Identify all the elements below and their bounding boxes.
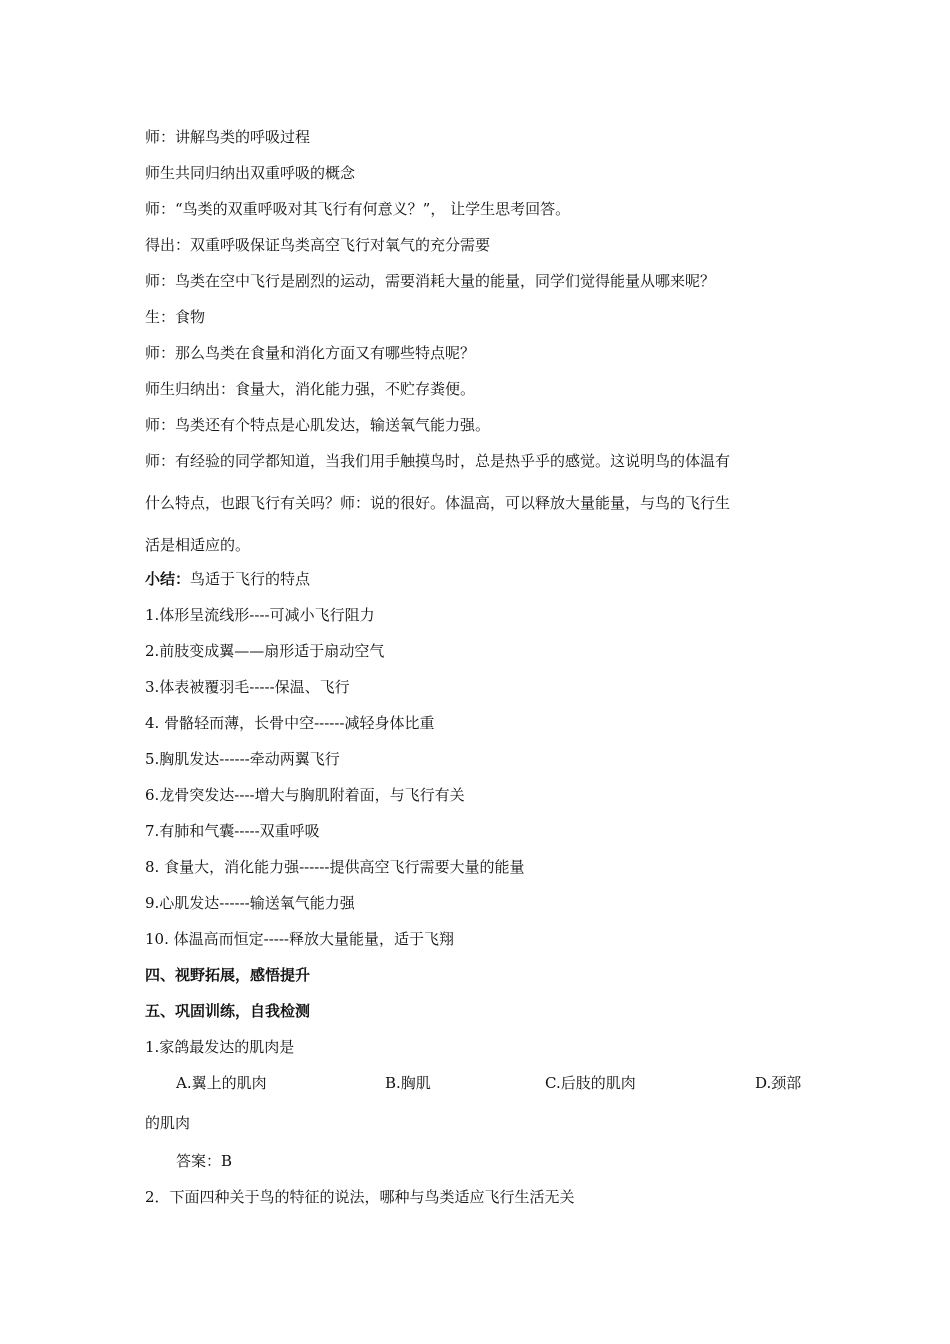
question-1-stem: 1.家鸽最发达的肌肉是 — [145, 1038, 295, 1056]
question-2-stem: 2．下面四种关于鸟的特征的说法，哪种与鸟类适应飞行生活无关 — [145, 1188, 575, 1206]
text-line: 师：那么鸟类在食量和消化方面又有哪些特点呢？ — [145, 344, 476, 362]
question-1-option-d-wrap: 的肌肉 — [145, 1114, 191, 1132]
summary-item: 7.有肺和气囊-----双重呼吸 — [145, 822, 320, 840]
question-1-option-a: A.翼上的肌肉 — [176, 1074, 267, 1092]
summary-item: 3.体表被覆羽毛-----保温、飞行 — [145, 678, 350, 696]
question-1-answer: 答案：B — [176, 1152, 233, 1170]
text-line: 师生共同归纳出双重呼吸的概念 — [145, 164, 356, 182]
text-line: 师：鸟类在空中飞行是剧烈的运动，需要消耗大量的能量，同学们觉得能量从哪来呢？ — [145, 272, 716, 290]
text-line: 师：讲解鸟类的呼吸过程 — [145, 128, 311, 146]
summary-item: 8. 食量大，消化能力强------提供高空飞行需要大量的能量 — [145, 858, 525, 876]
text-line: 什么特点，也跟飞行有关吗？师：说的很好。体温高，可以释放大量能量，与鸟的飞行生 — [145, 494, 731, 512]
summary-item: 2.前肢变成翼——扇形适于扇动空气 — [145, 642, 385, 660]
summary-item: 6.龙骨突发达----增大与胸肌附着面，与飞行有关 — [145, 786, 465, 804]
text-line: 师：“鸟类的双重呼吸对其飞行有何意义？”， 让学生思考回答。 — [145, 200, 571, 218]
question-1-option-b: B.胸肌 — [385, 1074, 431, 1092]
summary-item: 4. 骨骼轻而薄，长骨中空------减轻身体比重 — [145, 714, 435, 732]
summary-item: 9.心肌发达------输送氧气能力强 — [145, 894, 355, 912]
text-line: 师：鸟类还有个特点是心肌发达，输送氧气能力强。 — [145, 416, 491, 434]
summary-item: 1.体形呈流线形----可减小飞行阻力 — [145, 606, 375, 624]
question-1-option-c: C.后肢的肌肉 — [545, 1074, 636, 1092]
summary-text: 鸟适于飞行的特点 — [190, 570, 311, 588]
text-line: 活是相适应的。 — [145, 536, 251, 554]
text-line: 生：食物 — [145, 308, 206, 326]
text-line: 师：有经验的同学都知道，当我们用手触摸鸟时，总是热乎乎的感觉。这说明鸟的体温有 — [145, 452, 731, 470]
summary-item: 5.胸肌发达------牵动两翼飞行 — [145, 750, 340, 768]
section-heading-four: 四、视野拓展，感悟提升 — [145, 966, 311, 984]
question-1-option-d: D.颈部 — [755, 1074, 802, 1092]
text-line: 得出：双重呼吸保证鸟类高空飞行对氧气的充分需要 — [145, 236, 491, 254]
summary-label: 小结： — [145, 570, 191, 588]
text-line: 师生归纳出：食量大，消化能力强，不贮存粪便。 — [145, 380, 476, 398]
summary-item: 10. 体温高而恒定-----释放大量能量，适于飞翔 — [145, 930, 454, 948]
section-heading-five: 五、巩固训练，自我检测 — [145, 1002, 311, 1020]
summary-heading — [145, 569, 310, 589]
